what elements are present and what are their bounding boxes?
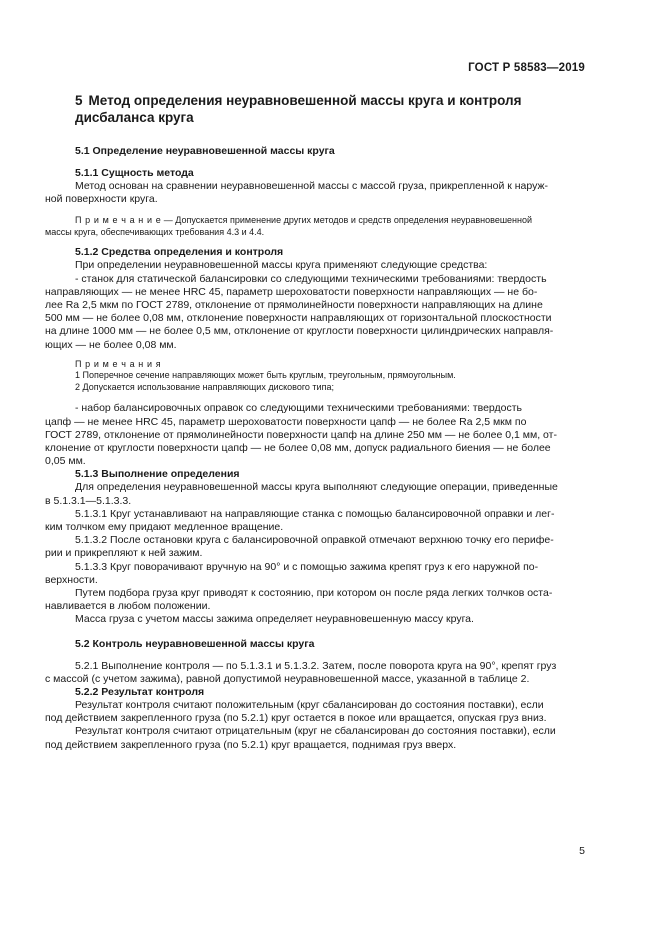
paragraph-5-1-1-line2: ной поверхности круга. [45, 193, 158, 206]
section-5-title-line2: дисбаланса круга [75, 110, 194, 125]
notes-2-item1: 1 Поперечное сечение направляющих может быть круглым, треугольным, прямоугольным. [75, 370, 456, 381]
subsection-5-1-3-heading: 5.1.3 Выполнение определения [75, 468, 240, 481]
s513-intro-line2: в 5.1.3.1—5.1.3.3. [45, 494, 132, 507]
s5133-line1: 5.1.3.3 Круг поворачивают вручную на 90° и с помощью зажима крепят груз к его наружной по- [75, 560, 539, 573]
note-1-line2: массы круга, обеспечивающих требования 4.3 и 4.4. [45, 226, 265, 237]
s522-r2-line1: Результат контроля считают отрицательным (круг не сбалансирован до состояния поставки), если [75, 725, 556, 738]
s512-line-4: 500 мм — не более 0,08 мм, отклонение поверхности направляющих от горизонтальной плоскостности [45, 312, 552, 325]
s522-r1-line1: Результат контроля считают положительным (круг сбалансирован до состояния поставки), если [75, 698, 544, 711]
s522-r1-line2: под действием закрепленного груза (по 5.2.1) круг остается в покое или вращается, опуская груз вниз. [45, 712, 547, 725]
subsection-5-1-2-heading: 5.1.2 Средства определения и контроля [75, 246, 284, 259]
mandrels-line-3: клонение от круглости поверхности цапф — не более 0,08 мм, допуск радиального биения — не более [45, 441, 551, 454]
s5131-line1: 5.1.3.1 Круг устанавливают на направляющие станка с помощью балансировочной оправки и лег- [75, 507, 555, 520]
mandrels-line-4: 0,05 мм. [45, 455, 86, 468]
section-5-title [75, 92, 585, 126]
s512-line-1: - станок для статической балансировки со следующими техническими требованиями: твердость [75, 272, 547, 285]
paragraph-5-1-1-line1: Метод основан на сравнении неуравновешенной массы с массой груза, прикрепленной к наруж- [75, 180, 548, 192]
page-content [45, 92, 585, 752]
subsection-5-1-1-heading: 5.1.1 Сущность метода [75, 167, 194, 179]
subsection-5-2-2-heading: 5.2.2 Результат контроля [75, 685, 205, 698]
s513-p4-line2: навливается в любом положении. [45, 600, 211, 613]
s513-intro-line1: Для определения неуравновешенной массы круга выполняют следующие операции, приведенные [75, 481, 558, 494]
notes-2-item2: 2 Допускается использование направляющих дискового типа; [75, 381, 334, 392]
notes-2-label-text: П р и м е ч а н и я [75, 358, 162, 369]
s5133-line2: верхности. [45, 573, 98, 586]
s512-line-6: ющих — не более 0,08 мм. [45, 338, 177, 351]
note-1-line1: — Допускается применение других методов и средств определения неуравновешенной [161, 215, 533, 226]
s521-line2: с массой (с учетом зажима), равной допустимой неуравновешенной массе, указанной в таблице 2. [45, 672, 530, 685]
mandrels-line-2: ГОСТ 2789, отклонение от прямолинейности поверхности цапф на длине 250 мм — не более 0,1 мм, от- [45, 428, 557, 441]
s512-line-2: направляющих — не менее HRC 45, параметр шероховатости поверхности направляющих — не бо- [45, 285, 538, 298]
s5132-line1: 5.1.3.2 После остановки круга с балансировочной оправкой отмечают верхнюю точку его перифе- [75, 534, 554, 547]
s5132-line2: рии и прикрепляют к ней зажим. [45, 547, 203, 560]
section-5-title-line1: Метод определения неуравновешенной массы круга и контроля [88, 93, 522, 108]
s513-p5: Масса груза с учетом массы зажима определяет неуравновешенную массу круга. [75, 613, 474, 626]
s512-line-3: лее Ra 2,5 мкм по ГОСТ 2789, отклонение от прямолинейности поверхности направляющих на длине [45, 299, 543, 312]
note-1-label: П р и м е ч а н и е [75, 215, 162, 226]
page-number: 5 [579, 845, 585, 857]
s5131-line2: ким толчком ему придают медленное вращение. [45, 520, 284, 533]
document-code: ГОСТ Р 58583—2019 [468, 62, 585, 74]
subsection-5-1-heading: 5.1 Определение неуравновешенной массы круга [75, 145, 335, 157]
note-1 [75, 215, 585, 227]
notes-2-label [75, 359, 585, 371]
mandrels-line-1: цапф — не менее HRC 45, параметр шероховатости поверхности цапф — не более Ra 2,5 мкм по [45, 415, 527, 428]
section-5-number: 5 [75, 93, 83, 108]
s513-p4-line1: Путем подбора груза круг приводят к состоянию, при котором он после ряда легких толчков оста- [75, 586, 553, 599]
s522-r2-line2: под действием закрепленного груза (по 5.2.1) круг вращается, поднимая груз вверх. [45, 738, 457, 751]
s512-line-5: на длине 1000 мм — не более 0,5 мм, отклонение от круглости поверхности цилиндрических направля- [45, 325, 554, 338]
s521-line1: 5.2.1 Выполнение контроля — по 5.1.3.1 и 5.1.3.2. Затем, после поворота круга на 90°, крепят груз [75, 659, 557, 672]
s512-line-0: При определении неуравновешенной массы круга применяют следующие средства: [75, 259, 488, 272]
subsection-5-2-heading: 5.2 Контроль неуравновешенной массы круга [75, 637, 315, 650]
mandrels-line-0: - набор балансировочных оправок со следующими техническими требованиями: твердость [75, 402, 522, 415]
